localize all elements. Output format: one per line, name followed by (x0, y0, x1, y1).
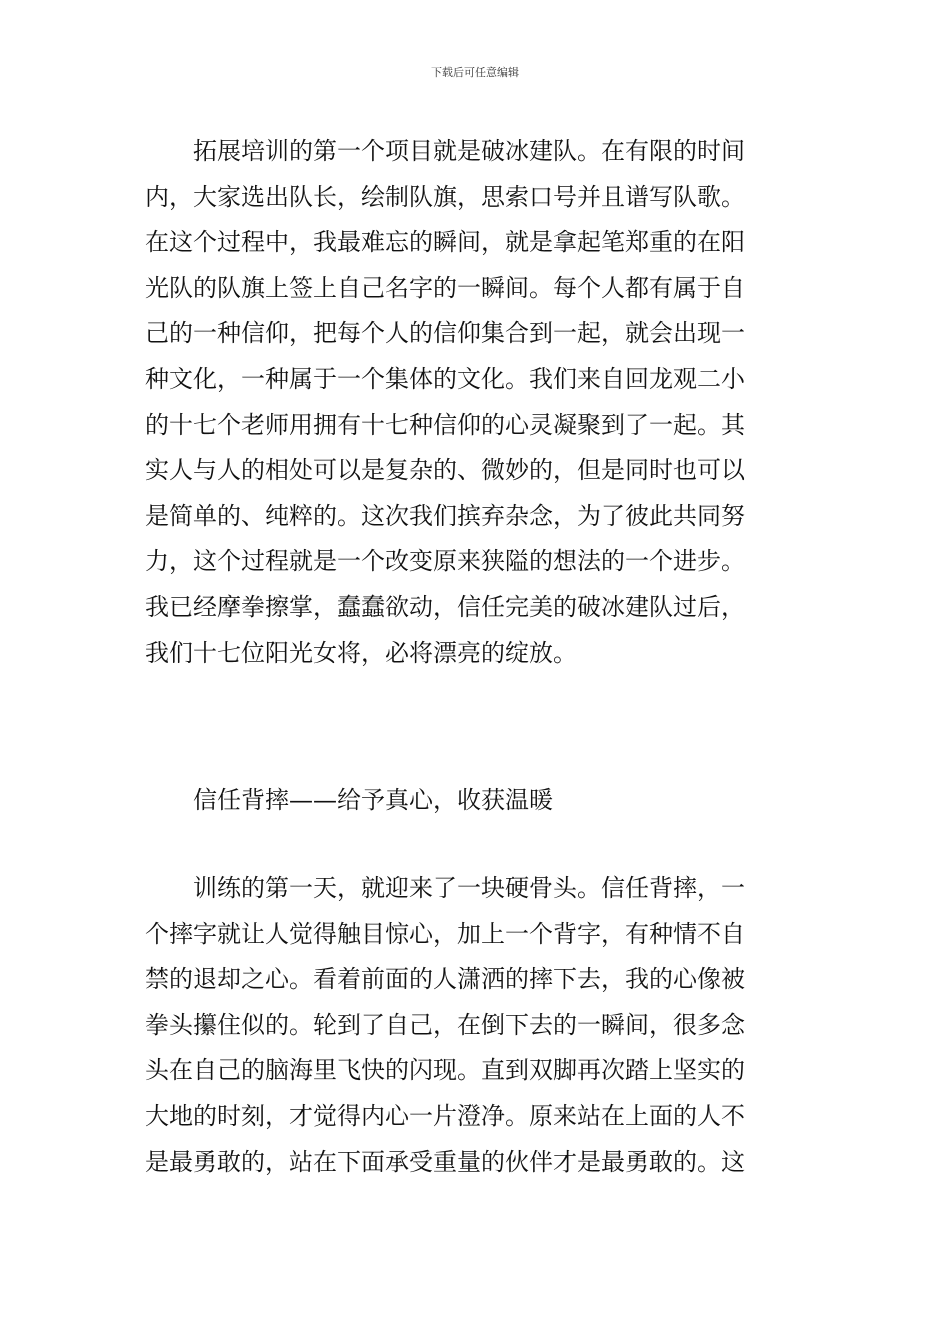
page-header: 下载后可任意编辑 (431, 66, 519, 79)
text-line: 种文化，一种属于一个集体的文化。我们来自回龙观二小 (145, 364, 745, 393)
text-line: 禁的退却之心。看着前面的人潇洒的摔下去，我的心像被 (145, 965, 745, 994)
text-line: 光队的队旗上签上自己名字的一瞬间。每个人都有属于自 (145, 273, 745, 302)
text-line: 我已经摩拳擦掌，蠢蠢欲动，信任完美的破冰建队过后， (145, 592, 745, 621)
paragraph-trust-fall (145, 866, 810, 1185)
text-line: 内，大家选出队长，绘制队旗，思索口号并且谱写队歌。 (145, 182, 745, 211)
text-line: 在这个过程中，我最难忘的瞬间，就是拿起笔郑重的在阳 (145, 228, 745, 257)
text-line: 的十七个老师用拥有十七种信仰的心灵凝聚到了一起。其 (145, 410, 745, 439)
text-line: 实人与人的相处可以是复杂的、微妙的，但是同时也可以 (145, 456, 745, 485)
text-line: 我们十七位阳光女将，必将漂亮的绽放。 (145, 638, 577, 667)
text-line: 己的一种信仰，把每个人的信仰集合到一起，就会出现一 (145, 319, 745, 348)
text-line: 是简单的、纯粹的。这次我们摈弃杂念，为了彼此共同努 (145, 501, 745, 530)
text-line: 大地的时刻，才觉得内心一片澄净。原来站在上面的人不 (145, 1101, 745, 1130)
text-line: 个摔字就让人觉得触目惊心，加上一个背字，有种情不自 (145, 919, 745, 948)
text-line: 拳头攥住似的。轮到了自己，在倒下去的一瞬间，很多念 (145, 1010, 745, 1039)
text-line: 力，这个过程就是一个改变原来狭隘的想法的一个进步。 (145, 547, 745, 576)
section-heading-trust-fall (145, 778, 810, 824)
text-line: 是最勇敢的，站在下面承受重量的伙伴才是最勇敢的。这 (145, 1147, 745, 1176)
paragraph-team-building (145, 129, 810, 676)
section-heading-text: 信任背摔——给予真心，收获温暖 (145, 786, 553, 814)
text-line: 头在自己的脑海里飞快的闪现。直到双脚再次踏上坚实的 (145, 1056, 745, 1085)
text-line: 拓展培训的第一个项目就是破冰建队。在有限的时间 (145, 137, 745, 165)
text-line: 训练的第一天，就迎来了一块硬骨头。信任背摔，一 (145, 874, 745, 902)
